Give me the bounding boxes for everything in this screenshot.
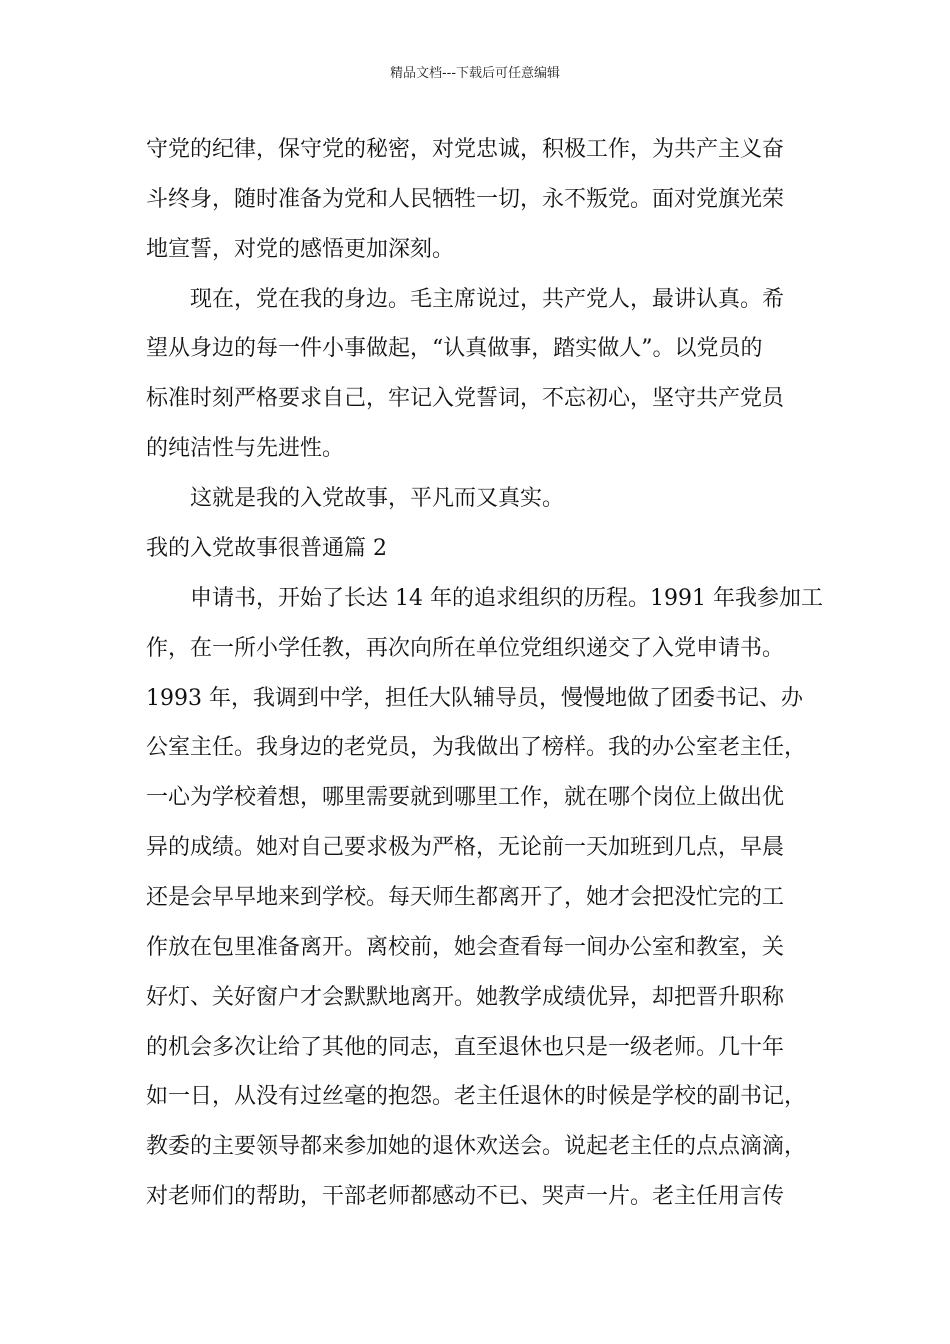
paragraph-line: 还是会早早地来到学校。每天师生都离开了，她才会把没忙完的工: [146, 885, 785, 910]
paragraph-line: 对老师们的帮助，干部老师都感动不已、哭声一片。老主任用言传: [146, 1184, 785, 1209]
paragraph-line: 的纯洁性与先进性。: [146, 436, 345, 461]
paragraph-line: 公室主任。我身边的老党员，为我做出了榜样。我的办公室老主任，: [146, 735, 807, 760]
paragraph-line: 斗终身，随时准备为党和人民牺牲一切，永不叛党。面对党旗光荣: [146, 187, 785, 212]
paragraph-line: 守党的纪律，保守党的秘密，对党忠诚，积极工作，为共产主义奋: [146, 137, 785, 162]
paragraph-line: 1993 年，我调到中学，担任大队辅导员，慢慢地做了团委书记、办: [146, 686, 803, 711]
paragraph-line: 作，在一所小学任教，再次向所在单位党组织递交了入党申请书。: [146, 636, 785, 661]
paragraph-line: 申请书，开始了长达 14 年的追求组织的历程。1991 年我参加工: [190, 586, 823, 611]
paragraph-line: 现在，党在我的身边。毛主席说过，共产党人，最讲认真。希: [190, 287, 785, 312]
paragraph-line: 的机会多次让给了其他的同志，直至退休也只是一级老师。几十年: [146, 1035, 785, 1060]
paragraph-line: 望从身边的每一件小事做起，“认真做事，踏实做人”。以党员的: [146, 336, 763, 361]
section-heading: 我的入党故事很普通篇 2: [146, 536, 387, 561]
paragraph-line: 好灯、关好窗户才会默默地离开。她教学成绩优异，却把晋升职称: [146, 985, 785, 1010]
paragraph-line: 标准时刻严格要求自己，牢记入党誓词，不忘初心，坚守共产党员: [146, 386, 785, 411]
page-header: 精品文档---下载后可任意编辑: [389, 66, 561, 81]
paragraph-line: 作放在包里准备离开。离校前，她会查看每一间办公室和教室，关: [146, 935, 785, 960]
paragraph-line: 教委的主要领导都来参加她的退休欢送会。说起老主任的点点滴滴，: [146, 1134, 807, 1159]
paragraph-line: 地宣誓，对党的感悟更加深刻。: [146, 237, 455, 262]
paragraph-line: 这就是我的入党故事，平凡而又真实。: [190, 486, 565, 511]
paragraph-line: 一心为学校着想，哪里需要就到哪里工作，就在哪个岗位上做出优: [146, 785, 785, 810]
paragraph-line: 如一日，从没有过丝毫的抱怨。老主任退休的时候是学校的副书记，: [146, 1084, 807, 1109]
paragraph-line: 异的成绩。她对自己要求极为严格，无论前一天加班到几点，早晨: [146, 835, 785, 860]
